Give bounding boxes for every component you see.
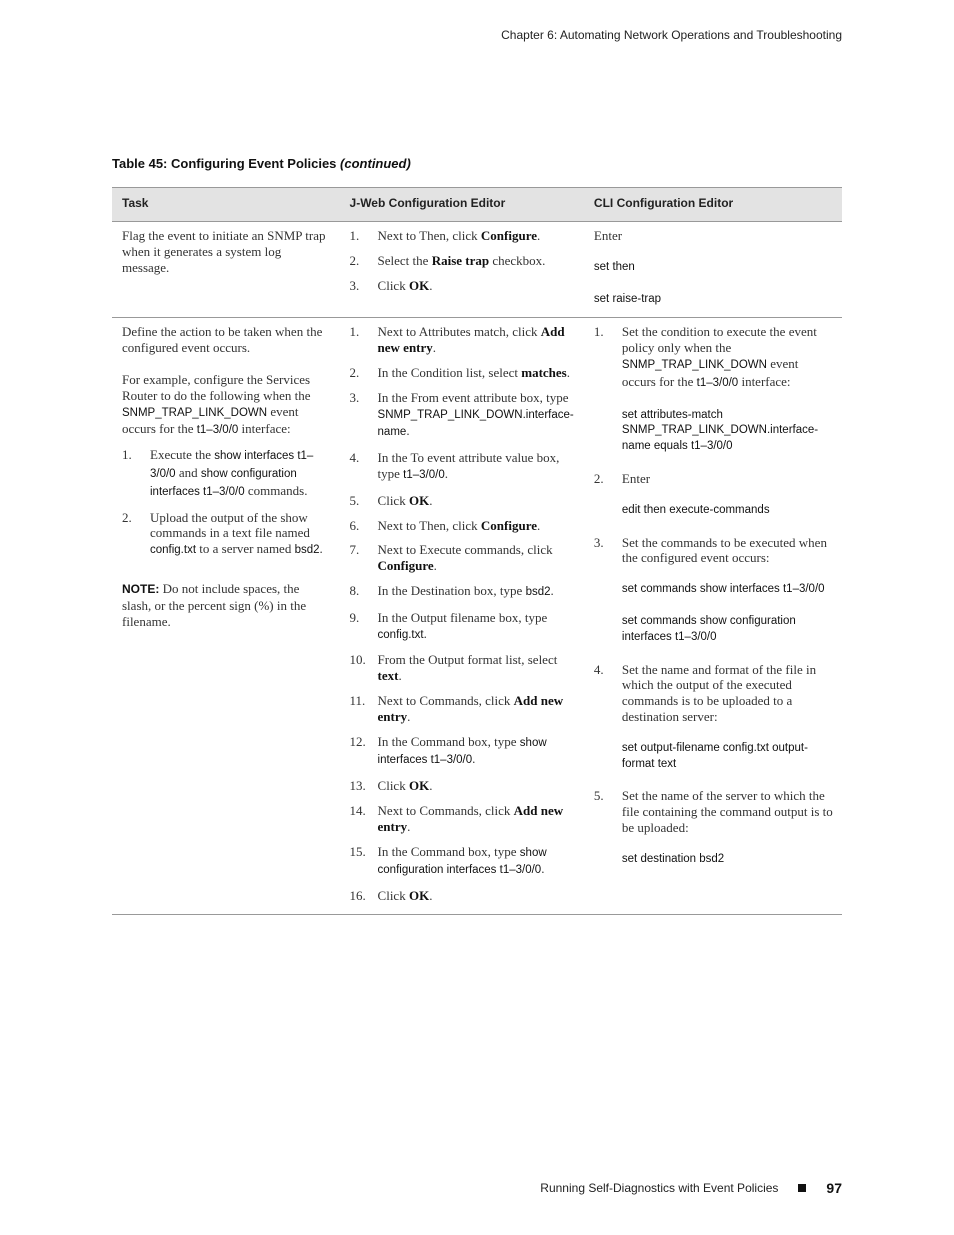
list-item — [350, 778, 576, 794]
step-text: Upload the output of the show commands in a text file named config.txt to a server named bsd2. — [150, 509, 323, 557]
list-item — [350, 493, 576, 509]
row1-jweb-steps — [350, 228, 576, 293]
step-number: 4. — [349, 450, 360, 466]
row2-cli — [584, 318, 842, 915]
step-number: 4. — [593, 661, 604, 677]
step-text: Next to Commands, click Add new entry. — [377, 802, 564, 834]
list-item — [350, 734, 576, 770]
step-text: Execute the show interfaces t1–3/0/0 and show configuration interfaces t1–3/0/0 commands. — [150, 447, 314, 498]
step-number: 2. — [593, 470, 604, 486]
step-number: 1. — [122, 447, 132, 463]
row1-task-text: Flag the event to initiate an SNMP trap when it generates a system log message. — [122, 228, 326, 275]
square-bullet-icon — [798, 1184, 806, 1192]
step-number: 14. — [349, 802, 366, 818]
list-item — [350, 888, 576, 904]
step-number: 7. — [349, 542, 360, 558]
step-number: 2. — [349, 364, 360, 380]
cli-command: set commands show configuration interfaces t1–3/0/0 — [621, 614, 796, 643]
table-title: Table 45: Configuring Event Policies — [112, 156, 337, 171]
step-text: Set the commands to be executed when the configured event occurs: set commands show interfaces t1–3/0/0 set commands show configuration interfaces t1–3/0/0 — [622, 535, 834, 662]
step-number: 6. — [349, 517, 360, 533]
step-number: 1. — [349, 324, 360, 340]
cli-step-5 — [594, 788, 834, 867]
step-text: Enter edit then execute-commands — [622, 471, 834, 535]
list-item — [350, 583, 576, 601]
step-number: 10. — [349, 652, 366, 668]
step-text: Next to Attributes match, click Add new entry. — [377, 324, 565, 356]
list-item — [350, 390, 576, 441]
cli-step-4 — [594, 662, 834, 789]
step-number: 3. — [349, 277, 360, 293]
list-item — [350, 844, 576, 880]
table-row — [112, 318, 842, 915]
step-number: 2. — [349, 252, 360, 268]
step-text: Set the condition to execute the event policy only when the SNMP_TRAP_LINK_DOWN event occurs for the t1–3/0/0 interface: set attributes-match SNMP_TRAP_LINK_DOWN.interface-name equals t1–3/0/0 — [622, 324, 834, 471]
cli-command: set commands show interfaces t1–3/0/0 — [621, 583, 825, 596]
table-header-row — [112, 188, 842, 222]
step-text: In the Command box, type show interfaces t1–3/0/0. — [377, 733, 547, 767]
header-jweb: J-Web Configuration Editor — [340, 188, 584, 222]
running-footer — [540, 1180, 842, 1196]
step-text: In the From event attribute box, type SNMP_TRAP_LINK_DOWN.interface-name. — [377, 389, 574, 439]
list-item — [350, 228, 576, 244]
row1-cli-code2: set raise-trap — [593, 292, 662, 305]
step-number: 12. — [349, 733, 366, 749]
cli-step-1 — [594, 324, 834, 471]
list-item — [350, 542, 576, 574]
list-item — [122, 447, 332, 500]
step-number: 9. — [349, 609, 360, 625]
table-row — [112, 222, 842, 318]
step-number: 1. — [349, 228, 360, 243]
step-number: 1. — [593, 324, 604, 340]
list-item — [350, 518, 576, 534]
step-text: Click OK. — [377, 888, 433, 904]
row2-task-list — [122, 447, 332, 559]
step-text: Set the name and format of the file in which the output of the executed commands is to be uploaded to a destination server: set output-filename config.txt output-format text — [622, 662, 834, 789]
step-text: Next to Then, click Configure. — [377, 517, 541, 533]
step-number: 3. — [593, 534, 604, 550]
step-text: Set the name of the server to which the file containing the command output is to be uploaded: set destination bsd2 — [622, 788, 834, 867]
step-text: Next to Then, click Configure. — [377, 228, 541, 243]
step-number: 2. — [122, 509, 132, 525]
list-item — [122, 510, 332, 559]
list-item — [350, 693, 576, 725]
config-table — [112, 187, 842, 915]
list-item — [350, 450, 576, 484]
step-text: Click OK. — [377, 778, 433, 794]
row2-task — [112, 318, 340, 915]
list-item — [350, 803, 576, 835]
step-text: Click OK. — [377, 277, 433, 293]
step-number: 13. — [349, 778, 366, 794]
cli-command: edit then execute-commands — [621, 503, 770, 516]
row2-jweb-steps — [350, 324, 576, 904]
list-item — [350, 324, 576, 356]
step-number: 15. — [349, 843, 366, 859]
row1-task — [112, 222, 340, 318]
row1-cli — [584, 222, 842, 318]
step-number: 8. — [349, 582, 360, 598]
step-text: In the To event attribute value box, type t1–3/0/0. — [377, 450, 560, 481]
step-text: From the Output format list, select text. — [377, 652, 558, 684]
table-caption — [112, 156, 411, 171]
cli-step-3 — [594, 535, 834, 662]
step-text: Select the Raise trap checkbox. — [377, 252, 546, 268]
step-number: 5. — [593, 788, 604, 804]
step-number: 16. — [349, 888, 366, 904]
step-text: Click OK. — [377, 492, 433, 508]
cli-command: set output-filename config.txt output-format text — [621, 741, 808, 770]
cli-command: set destination bsd2 — [621, 852, 725, 865]
table-continued: (continued) — [340, 156, 411, 171]
list-item — [350, 365, 576, 381]
step-number: 11. — [349, 692, 366, 708]
header-cli: CLI Configuration Editor — [584, 188, 842, 222]
step-text: Next to Commands, click Add new entry. — [377, 692, 564, 724]
footer-section: Running Self-Diagnostics with Event Policies — [540, 1181, 779, 1195]
step-text: In the Destination box, type bsd2. — [377, 582, 554, 598]
note — [122, 581, 332, 629]
list-item — [350, 253, 576, 269]
row2-task-p2: For example, configure the Services Router to do the following when the SNMP_TRAP_LINK_DOWN event occurs for the t1–3/0/0 interface: — [122, 371, 311, 437]
step-text: Next to Execute commands, click Configure. — [377, 542, 553, 574]
step-text: In the Condition list, select matches. — [377, 364, 570, 380]
row2-task-p1: Define the action to be taken when the configured event occurs. — [122, 324, 323, 356]
list-item — [350, 610, 576, 644]
page-number: 97 — [826, 1180, 842, 1196]
note-text: Do not include spaces, the slash, or the percent sign (%) in the filename. — [122, 580, 307, 629]
cli-step-2 — [594, 471, 834, 535]
step-number: 3. — [349, 389, 360, 405]
list-item — [350, 278, 576, 294]
row1-cli-code1: set then — [593, 260, 635, 273]
step-text: In the Command box, type show configuration interfaces t1–3/0/0. — [377, 843, 547, 877]
row1-cli-enter: Enter — [593, 228, 623, 243]
row1-jweb — [340, 222, 584, 318]
row2-jweb — [340, 318, 584, 915]
cli-command: set attributes-match SNMP_TRAP_LINK_DOWN.interface-name equals t1–3/0/0 — [621, 408, 819, 453]
running-header: Chapter 6: Automating Network Operations and Troubleshooting — [501, 28, 842, 42]
step-text: In the Output filename box, type config.txt. — [377, 609, 548, 641]
note-label: NOTE: — [122, 581, 160, 596]
step-number: 5. — [349, 492, 360, 508]
header-task: Task — [112, 188, 340, 222]
list-item — [350, 652, 576, 684]
